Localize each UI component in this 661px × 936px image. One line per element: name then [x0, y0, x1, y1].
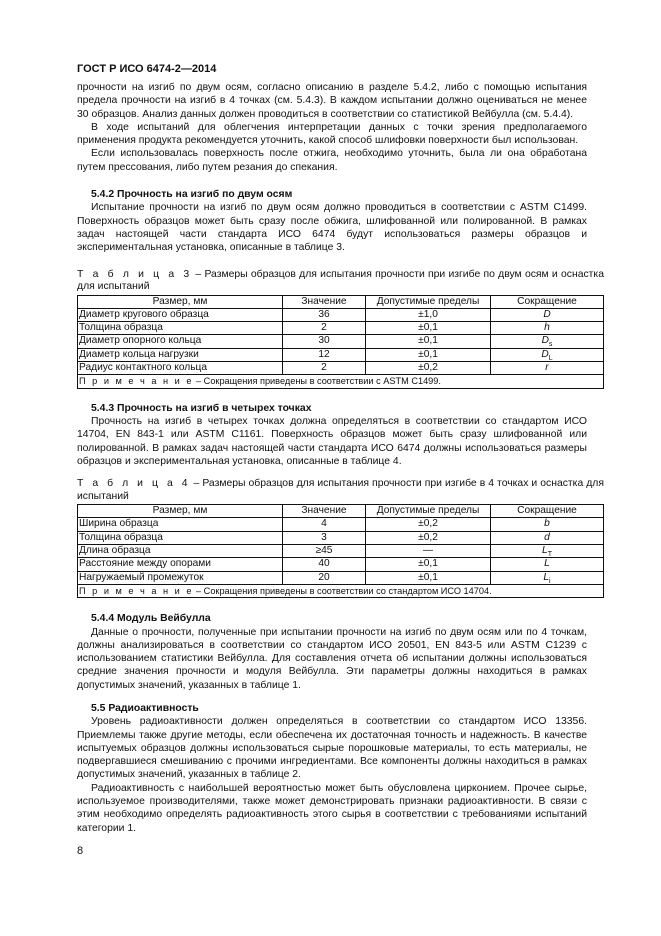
- section-5-4-4: [77, 612, 587, 692]
- paragraph: Прочность на изгиб в четырех точках должна определяться в соответствии со стандартом ИСО 14704, EN 843-1 или ASTM C1161. Поверхность образцов может быть сразу шлифованной или полированной. В рамках задач настоящей части стандарта ИСО 6474 должны использоваться размеры образцов и экспериментальная установка, описанные в таблице 4.: [77, 415, 587, 467]
- section-heading: 5.4.2 Прочность на изгиб по двум осям: [91, 189, 293, 201]
- tolerance-cell: [366, 348, 491, 361]
- header-cell: Сокращение: [491, 505, 604, 518]
- cell-text: 40: [318, 558, 330, 570]
- header-cell: Значение: [283, 295, 366, 308]
- table-caption-text: – Размеры образцов для испытания прочности при изгибе в 4 точках и оснастка для испытаний: [77, 478, 604, 502]
- symbol-cell: [491, 335, 604, 348]
- tolerance-cell: [366, 362, 491, 375]
- value-cell: [283, 322, 366, 335]
- cell-text: D: [541, 335, 549, 347]
- cell-text: b: [544, 518, 550, 530]
- symbol-subscript: L: [548, 354, 553, 362]
- value-cell: [283, 335, 366, 348]
- size-cell: [78, 531, 283, 544]
- symbol-cell: [491, 571, 604, 584]
- cell-text: Нагружаемый промежуток: [79, 571, 204, 583]
- note-text: – Сокращения приведены в соответствии с ASTM C1499.: [193, 376, 441, 387]
- tolerance-cell: [366, 571, 491, 584]
- table3-caption: [77, 269, 604, 294]
- value-cell: [283, 531, 366, 544]
- paragraph: прочности на изгиб по двум осям, согласно описанию в разделе 5.4.2, либо с помощью испытания предела прочности на изгиб в 4 точках (см. 5.4.3). В каждом испытании должно оцениваться не менее 30 образцов. Анализ данных должен проводиться в соответствии со статистикой Вейбулла (см. 5.4.4).: [77, 82, 587, 120]
- tolerance-cell: [366, 558, 491, 571]
- section-5-4-3: [77, 402, 587, 468]
- header-cell: Значение: [283, 505, 366, 518]
- table-header-row: [78, 295, 604, 308]
- paragraph: Если использовалась поверхность после отжига, необходимо уточнить, была ли она обработана путем прессования, либо путем резания до спекания.: [77, 148, 587, 173]
- cell-text: h: [544, 322, 550, 334]
- symbol-cell: [491, 308, 604, 321]
- section-5-4-2: [77, 188, 587, 254]
- header-cell: Допустимые пределы: [366, 295, 491, 308]
- table-note-row: [78, 375, 604, 388]
- cell-text: D: [543, 308, 551, 320]
- header-cell: Допустимые пределы: [366, 505, 491, 518]
- table-caption-text: – Размеры образцов для испытания прочности при изгибе по двум осям и оснастка для испытаний: [77, 268, 604, 293]
- cell-text: r: [545, 362, 549, 374]
- section-heading: 5.4.3 Прочность на изгиб в четырех точках: [91, 402, 312, 414]
- cell-text: ±0,1: [418, 335, 438, 347]
- size-cell: [78, 362, 283, 375]
- cell-text: Ширина образца: [79, 518, 159, 530]
- size-cell: [78, 518, 283, 531]
- cell-text: Радиус контактного кольца: [79, 362, 208, 374]
- cell-text: L: [544, 558, 550, 570]
- table4-caption: [77, 478, 604, 503]
- section-heading: 5.5 Радиоактивность: [91, 702, 199, 714]
- size-cell: [78, 558, 283, 571]
- note-label: П р и м е ч а н и е: [79, 585, 194, 596]
- tolerance-cell: [366, 545, 491, 558]
- paragraph: В ходе испытаний для облегчения интерпретации данных с точки зрения предполагаемого применения продукта рекомендуется уточнить, какой способ шлифовки поверхности был использован.: [77, 121, 587, 147]
- intro-section: [77, 81, 587, 174]
- table-label: Т а б л и ц а 4: [77, 478, 191, 490]
- cell-text: d: [544, 531, 550, 543]
- symbol-cell: [491, 545, 604, 558]
- table-row: [78, 558, 604, 571]
- cell-text: ±0,1: [418, 571, 438, 583]
- symbol-cell: [491, 362, 604, 375]
- table-3: [77, 295, 604, 389]
- symbol-cell: [491, 322, 604, 335]
- cell-text: 2: [321, 362, 327, 374]
- cell-text: Толщина образца: [79, 322, 163, 334]
- size-cell: [78, 571, 283, 584]
- cell-text: 12: [318, 348, 330, 360]
- document-header: ГОСТ Р ИСО 6474-2—2014: [77, 63, 217, 75]
- cell-text: L: [543, 571, 550, 583]
- cell-text: Диаметр опорного кольца: [79, 335, 202, 347]
- header-cell: Размер, мм: [78, 505, 283, 518]
- tolerance-cell: [366, 308, 491, 321]
- table-row: [78, 571, 604, 584]
- tolerance-cell: [366, 335, 491, 348]
- cell-text: D: [541, 348, 549, 360]
- table-row: [78, 348, 604, 361]
- value-cell: [283, 571, 366, 584]
- table-row: [78, 308, 604, 321]
- page-number: 8: [77, 844, 84, 857]
- symbol-subscript: i: [549, 577, 551, 585]
- value-cell: [283, 518, 366, 531]
- cell-text: 3: [321, 531, 327, 543]
- cell-text: ±0,1: [418, 558, 438, 570]
- value-cell: [283, 545, 366, 558]
- header-cell: Сокращение: [491, 295, 604, 308]
- cell-text: Диаметр кругового образца: [79, 308, 209, 320]
- symbol-subscript: T: [547, 551, 552, 559]
- symbol-cell: [491, 558, 604, 571]
- paragraph: Уровень радиоактивности должен определяться в соответствии со стандартом ИСО 13356. Приемлемы также другие методы, если обеспечена их достаточная точность и надежность. В качестве испытуемых образцов должны использоваться сырые порошковые материалы, то есть материалы, не подвергавшиеся смешиванию с прочими ингредиентами. Все компоненты должны находиться в рамках допустимых значений, указанных в таблице 2.: [77, 716, 587, 781]
- size-cell: [78, 308, 283, 321]
- table-header-row: [78, 505, 604, 518]
- table-row: [78, 362, 604, 375]
- cell-text: —: [422, 545, 434, 557]
- value-cell: [283, 308, 366, 321]
- table-row: [78, 545, 604, 558]
- tolerance-cell: [366, 322, 491, 335]
- note-label: П р и м е ч а н и е: [79, 376, 194, 387]
- cell-text: ±0,1: [418, 322, 438, 334]
- symbol-cell: [491, 531, 604, 544]
- table-label: Т а б л и ц а 3: [77, 268, 193, 280]
- cell-text: ±0,2: [418, 518, 438, 530]
- symbol-cell: [491, 348, 604, 361]
- cell-text: 4: [321, 518, 327, 530]
- section-heading: 5.4.4 Модуль Вейбулла: [91, 613, 211, 625]
- cell-text: ±0,2: [418, 362, 438, 374]
- table-row: [78, 335, 604, 348]
- cell-text: L: [542, 545, 548, 557]
- cell-text: ≥45: [315, 545, 333, 557]
- cell-text: Длина образца: [79, 545, 151, 557]
- cell-text: Диаметр кольца нагрузки: [79, 348, 199, 360]
- cell-text: ±1,0: [418, 308, 438, 320]
- value-cell: [283, 558, 366, 571]
- cell-text: 20: [318, 571, 330, 583]
- table-note-row: [78, 584, 604, 597]
- cell-text: ±0,1: [418, 348, 438, 360]
- cell-text: 36: [318, 308, 330, 320]
- cell-text: Толщина образца: [79, 531, 163, 543]
- value-cell: [283, 348, 366, 361]
- tolerance-cell: [366, 518, 491, 531]
- size-cell: [78, 545, 283, 558]
- value-cell: [283, 362, 366, 375]
- table-row: [78, 518, 604, 531]
- size-cell: [78, 335, 283, 348]
- table-row: [78, 322, 604, 335]
- cell-text: ±0,2: [418, 531, 438, 543]
- cell-text: 2: [321, 322, 327, 334]
- size-cell: [78, 322, 283, 335]
- tolerance-cell: [366, 531, 491, 544]
- size-cell: [78, 348, 283, 361]
- note-text: – Сокращения приведены в соответствии со стандартом ИСО 14704.: [193, 585, 492, 596]
- header-cell: Размер, мм: [78, 295, 283, 308]
- table-4: [77, 504, 604, 598]
- table-row: [78, 531, 604, 544]
- cell-text: Расстояние между опорами: [79, 558, 211, 570]
- symbol-subscript: s: [548, 341, 553, 349]
- paragraph: Данные о прочности, полученные при испытании прочности на изгиб по двум осям или по 4 точкам, должны анализироваться в соответствии со стандартом ИСО 20501, EN 843-5 или ASTM C1239 с использованием статистики Вейбулла. Для составления отчета об испытании должны использоваться средние значения прочности и модуля Вейбулла. Эти параметры должны находиться в рамках допустимых значений, указанных в таблице 1.: [77, 626, 587, 691]
- section-5-5: [77, 702, 587, 835]
- symbol-cell: [491, 518, 604, 531]
- paragraph: Радиоактивность с наибольшей вероятностью может быть обусловлена цирконием. Прочее сырье, используемое производителями, также может демонстрировать признаки радиоактивности. В связи с этим необходимо определять радиоактивность этого сырья в соответствии с требованиями испытаний категории 1.: [77, 782, 587, 834]
- cell-text: 30: [318, 335, 330, 347]
- paragraph: Испытание прочности на изгиб по двум осям должно проводиться в соответствии с ASTM C1499. Поверхность образцов может быть сразу после обжига, шлифованной или полированной. В рамках задач настоящей части стандарта ИСО 6474 будут использоваться размеры образцов и экспериментальная установка, описанные в таблице 3.: [77, 202, 587, 254]
